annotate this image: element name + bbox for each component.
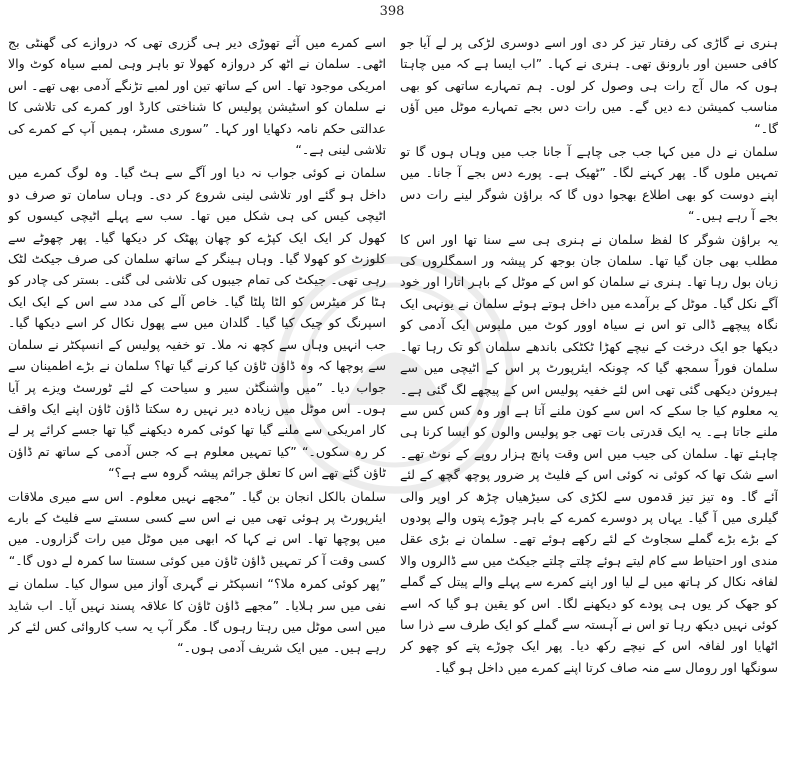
paragraph: اسے کمرے میں آئے تھوڑی دیر ہی گزری تھی کہ دروازے کی گھنٹی بج اٹھی۔ سلمان نے اٹھ کر دروازہ کھولا تو باہر وہی لمبے سیاہ کوٹ والا امریکی موجود تھا۔ اس کے ساتھ تین اور لمبے تڑنگے آدمی بھی تھے۔ اس نے سلمان کو اسٹیشن پولیس کا شناختی کارڈ اور کمرے کی تلاشی کا عدالتی حکم نامہ دکھایا اور کہا۔ ”سوری مسٹر، ہمیں آپ کے کمرے کی تلاشی لینی ہے۔“ bbox=[8, 35, 386, 158]
paragraph: ”پھر کوئی کمرہ ملا؟“ انسپکٹر نے گہری آواز میں سوال کیا۔ سلمان نے نفی میں سر ہلایا۔ ”مجھے ڈاؤن ٹاؤن کا علاقہ پسند نہیں آیا۔ اب شاید میں اسی موٹل میں رہتا رہوں گا۔ مگر آپ یہ سب کاروائی کس لئے کر رہے ہیں۔ میں ایک شریف آدمی ہوں۔“ bbox=[8, 576, 386, 656]
paragraph: ہنری نے گاڑی کی رفتار تیز کر دی اور اسے دوسری لڑکی پر لے آیا جو کافی حسین اور بارونق تھی۔ ہنری نے کہا۔ ”اب ایسا ہے کہ میں چاہتا ہوں کہ مال آج رات ہی وصول کر لوں۔ ہم تمہارے ساتھی کو بھی مناسب کمیشن دے دیں گے۔ میں رات دس بجے تمہارے موٹل میں آؤں گا۔“ bbox=[400, 35, 778, 136]
paragraph: سلمان نے دل میں کہا جب جی چاہے آ جانا جب میں وہاں ہوں گا تو تمہیں ملوں گا۔ پھر کہنے لگا۔ ”ٹھیک ہے۔ پورے دس بجے آ جانا۔ میں اپنے دوست کو بھی اطلاع بھجوا دوں گا کہ براؤن شوگر لینے رات دس بجے آ رہے ہیں۔“ bbox=[400, 144, 778, 224]
page-number: 398 bbox=[379, 4, 405, 19]
text-column-right bbox=[400, 32, 778, 760]
paragraph: سلمان نے کوئی جواب نہ دیا اور آگے سے ہٹ گیا۔ وہ لوگ کمرے میں داخل ہو گئے اور تلاشی لینی شروع کر دی۔ وہاں سامان تو صرف دو اٹیچی کیس کی ہی شکل میں تھا۔ سب سے پہلے اٹیچی کیسوں کو کھول کر ایک ایک کپڑے کو چھان پھٹک کر دیکھا گیا۔ پھر چھوٹے سے کلوزٹ کو کھولا گیا۔ وہاں ہینگر کے ساتھ سلمان کی صرف جیکٹ لٹک رہی تھی۔ جیکٹ کی تمام جیبوں کی تلاشی لی گئی۔ بستر کی چادر کو ہٹا کر میٹرس کو الٹا پلٹا گیا۔ خاص آلے کی مدد سے اس کے ایک ایک اسپرنگ کو چیک کیا گیا۔ گلدان میں سے پھول نکال کر اسے دیکھا گیا۔ جب انہیں وہاں سے کچھ نہ ملا۔ تو خفیہ پولیس کے انسپکٹر نے سلمان سے پوچھا کہ وہ ڈاؤن ٹاؤن کیا کرنے گیا تھا؟ سلمان نے بڑے اطمینان سے جواب دیا۔ ”میں واشنگٹن سیر و سیاحت کے لئے ٹورسٹ ویزے پر آیا ہوں۔ اس موٹل میں زیادہ دیر نہیں رہ سکتا ڈاؤن ٹاؤن اپنے ایک واقف کار امریکی سے ملنے گیا تھا کوئی کمرہ دیکھنے گیا تھا جسے کرائے پر لے کر رہ سکوں۔“ ”کیا تمہیں معلوم ہے کہ جس آدمی کے ساتھ تم ڈاؤن ٹاؤن گئے تھے اس کا تعلق جرائم پیشہ گروہ سے ہے؟“ bbox=[8, 165, 386, 481]
paragraph: یہ براؤن شوگر کا لفظ سلمان نے ہنری ہی سے سنا تھا اور اس کا مطلب بھی جان گیا تھا۔ سلمان جان بوجھ کر پیشہ ور اسمگلروں کی زبان بول رہا تھا۔ ہنری نے سلمان کو اس کے موٹل کے باہر اتارا اور خود آگے نکل گیا۔ موٹل کے برآمدے میں داخل ہوتے ہوئے سلمان نے یونہی ایک نگاہ پیچھے ڈالی تو اس نے سیاہ اوور کوٹ میں ملبوس ایک آدمی کو دیکھا جو ایک درخت کے نیچے کھڑا ٹکٹکی باندھے سلمان کو تک رہا تھا۔ سلمان فوراً سمجھ گیا کہ چونکہ ایئرپورٹ پر اس کے اٹیچی میں سے ہیروئن دیکھی گئی تھی اس لئے خفیہ پولیس اس کے پیچھے لگ گئی ہے۔ یہ معلوم کیا جا سکے کہ اس سے کون ملنے آتا ہے اور وہ کس کس سے ملنے جاتا ہے۔ یہ ایک قدرتی بات تھی جو پولیس والوں کو ایسا کرنا ہی چاہئے تھا۔ سلمان کی جیب میں اس وقت پانچ ہزار روپے کے نوٹ تھے۔ اسے شک تھا کہ کوئی نہ کوئی اس کے فلیٹ پر ضرور پوچھ گچھ کے لئے آئے گا۔ وہ تیز تیز قدموں سے لکڑی کی سیڑھیاں چڑھ کر اوپر والی گیلری میں آ گیا۔ یہاں پر دوسرے کمرے کے باہر چوڑے پتوں والے پودوں کے بڑے بڑے گملے سجاوٹ کے لئے رکھے ہوئے تھے۔ سلمان نے بڑی عقل مندی اور احتیاط سے کام لیتے ہوئے چلتے چلتے جیکٹ میں سے ڈالروں والا لفافہ نکال کر ہاتھ میں لے لیا اور اپنے کمرے سے پہلے والے پیتل کے گملے کو جھک کر یوں ہی پودے کو دیکھنے لگا۔ اس کو یقین ہو گیا کہ اسے کوئی نہیں دیکھ رہا تو اس نے آہستہ سے گملے کو ایک طرف سے ذرا سا اٹھایا اور لفافہ اس کے نیچے رکھ دیا۔ پھر ایک چوڑے پتے کو چھو کر سونگھا اور رومال سے منہ صاف کرتا اپنے کمرے میں داخل ہو گیا۔ bbox=[400, 231, 778, 675]
paragraph: سلمان بالکل انجان بن گیا۔ ”مجھے نہیں معلوم۔ اس سے میری ملاقات ایئرپورٹ پر ہوئی تھی میں نے اس سے کسی سستے سے فلیٹ کے بارے میں پوچھا تھا۔ اس نے کہا کہ ابھی میں موٹل میں رات گزاروں۔ میں کسی وقت آ کر تمہیں ڈاؤن ٹاؤن میں کوئی سستا سا کمرہ لے دوں گا۔“ bbox=[8, 488, 386, 568]
text-column-left bbox=[8, 32, 386, 760]
